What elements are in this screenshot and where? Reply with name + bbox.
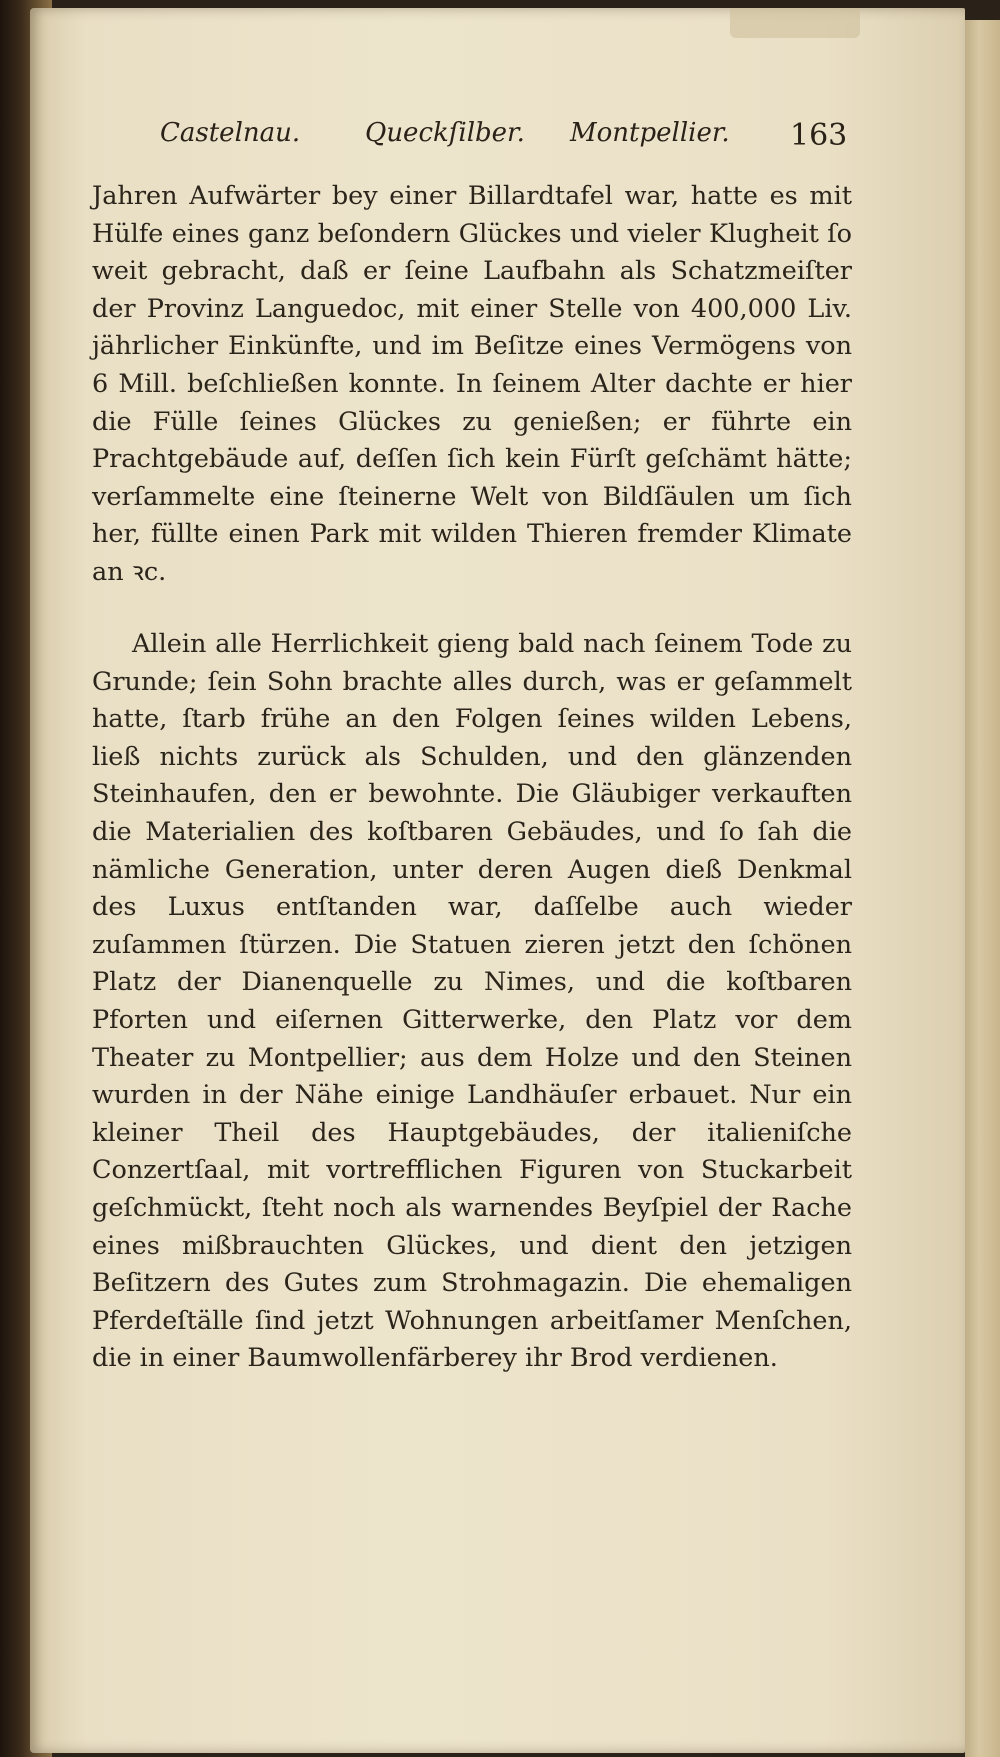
running-header [160,118,850,158]
paragraph-2: Allein alle Herrlichkeit gieng bald nach ſeinem Tode zu Grunde; ſein Sohn brachte alles durch, was er geſammelt hatte, ſtarb frühe an den Folgen ſeines wilden Lebens, ließ nichts zurück als Schulden, und den glänzenden Steinhaufen, den er bewohnte. Die Gläubiger verkauften die Materialien des koſtbaren Gebäudes, und ſo ſah die nämliche Generation, unter deren Augen dieß Denkmal des Luxus entſtanden war, daſſelbe auch wieder zuſammen ſtürzen. Die Statuen zieren jetzt den ſchönen Platz der Dianenquelle zu Nimes, und die koſtbaren Pforten und eiſernen Gitterwerke, den Platz vor dem Theater zu Montpellier; aus dem Holze und den Steinen wurden in der Nähe einige Landhäuſer erbauet. Nur ein kleiner Theil des Hauptgebäudes, der italieniſche Conzertſaal, mit vortrefflichen Figuren von Stuckarbeit geſchmückt, ſteht noch als warnendes Beyſpiel der Rache eines mißbrauchten Glückes, und dient den jetzigen Beſitzern des Gutes zum Strohmagazin. Die ehemaligen Pferdeſtälle ſind jetzt Wohnungen arbeitſamer Menſchen, die in einer Baumwollenfärberey ihr Brod verdienen. [92,629,852,1374]
page-number: 163 [790,118,848,153]
paragraph-1: Jahren Aufwärter bey einer Billardtafel war, hatte es mit Hülfe eines ganz beſondern Glückes und vieler Klugheit ſo weit gebracht, daß er ſeine Laufbahn als Schatzmeiſter der Provinz Languedoc, mit einer Stelle von 400,000 Liv. jährlicher Einkünfte, und im Beſitze eines Vermögens von 6 Mill. beſchließen konnte. In ſeinem Alter dachte er hier die Fülle ſeines Glückes zu genießen; er führte ein Prachtgebäude auf, deſſen ſich kein Fürſt geſchämt hätte; verſammelte eine ſteinerne Welt von Bildſäulen um ſich her, füllte einen Park mit wilden Thieren fremder Klimate an ꝛc. [92,181,852,587]
page-tab [730,8,860,38]
header-left: Castelnau. [160,118,301,148]
header-middle: Queckſilber. [365,118,525,148]
page-stack-edge [965,20,1000,1757]
header-right: Montpellier. [570,118,730,148]
